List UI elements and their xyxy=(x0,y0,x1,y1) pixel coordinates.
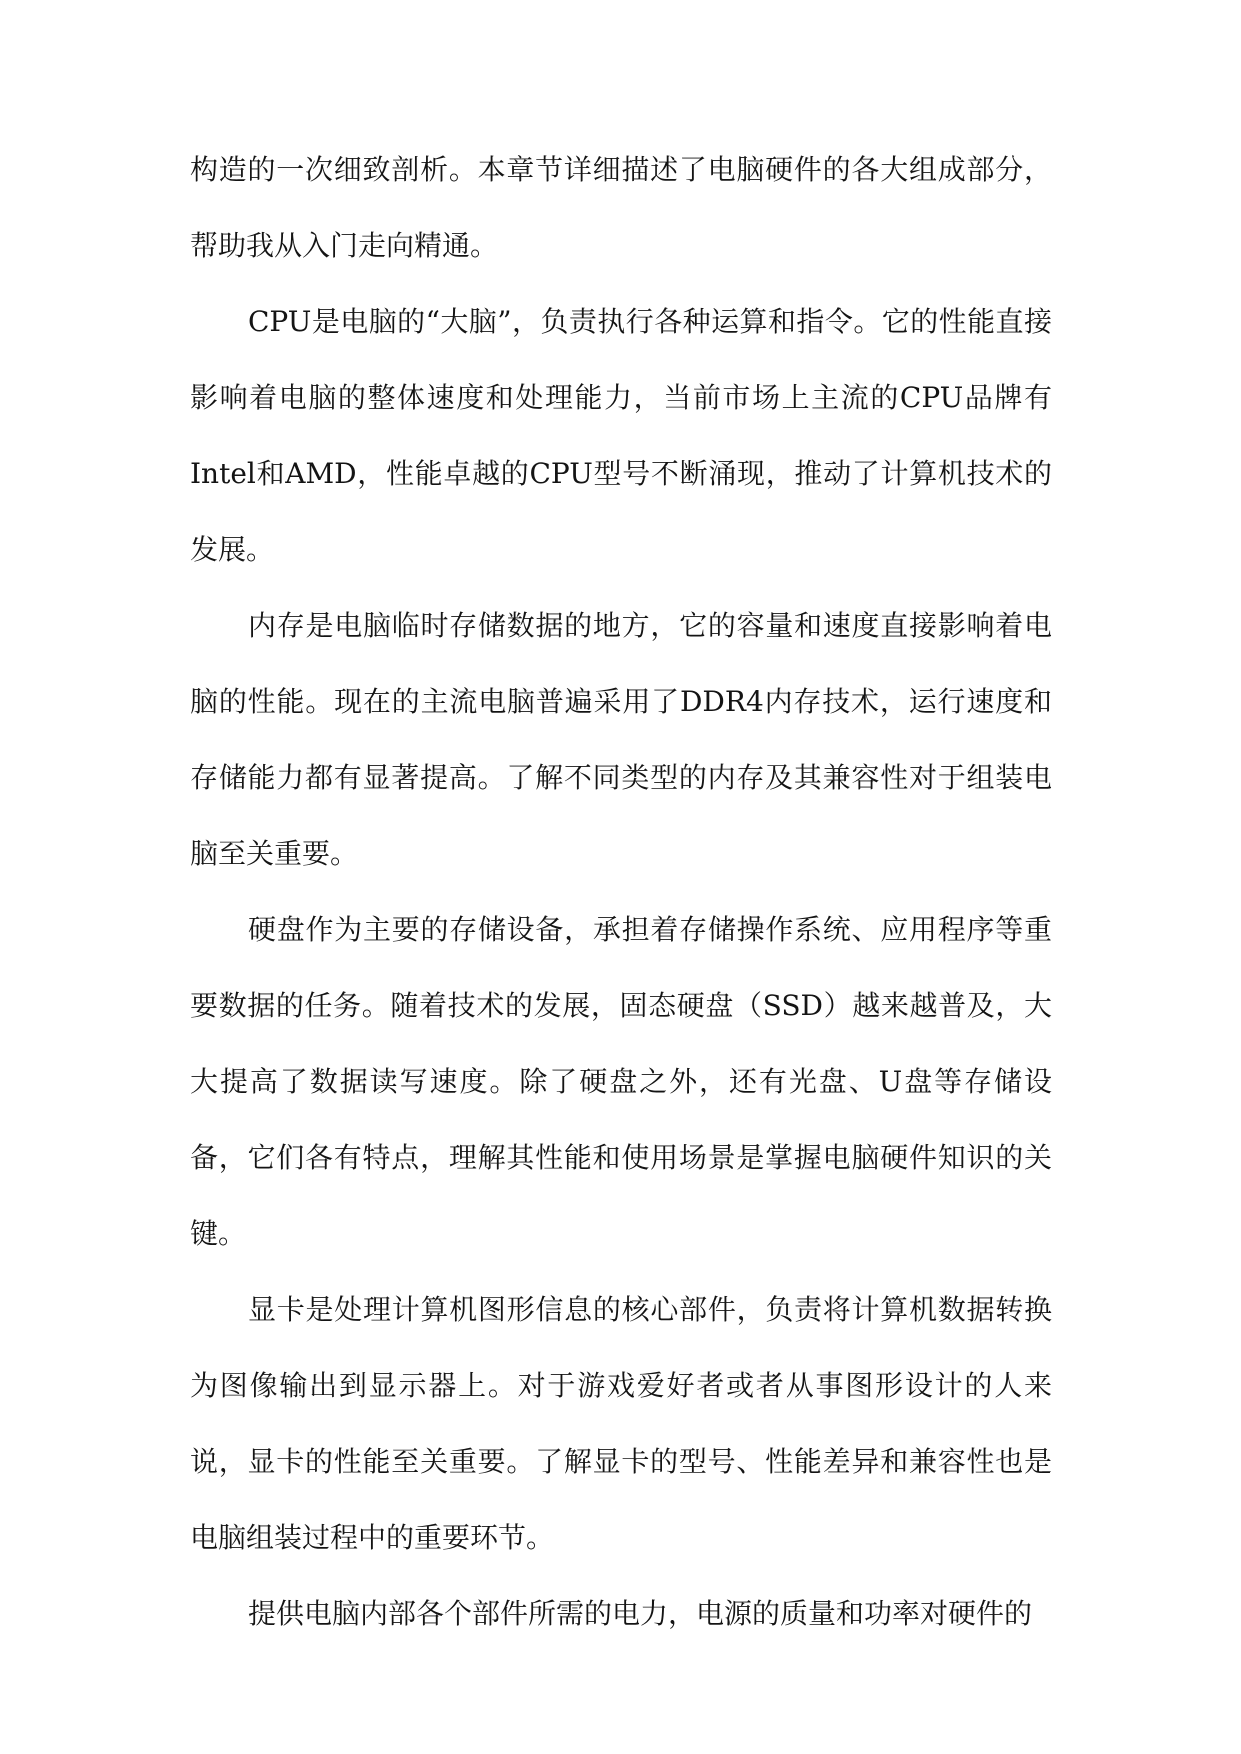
paragraph-power-supply: 提供电脑内部各个部件所需的电力，电源的质量和功率对硬件的 xyxy=(248,1597,1033,1630)
paragraph-storage: 硬盘作为主要的存储设备，承担着存储操作系统、应用程序等重要数据的任务。随着技术的发展，固态硬盘（SSD）越来越普及，大大提高了数据读写速度。除了硬盘之外，还有光盘、U盘等存储设备，它们各有特点，理解其性能和使用场景是掌握电脑硬件知识的关键。 xyxy=(190,913,1052,1250)
paragraph-intro-continued: 构造的一次细致剖析。本章节详细描述了电脑硬件的各大组成部分，帮助我从入门走向精通。 xyxy=(190,153,1052,262)
document-body xyxy=(190,132,1052,1652)
paragraph-cpu: CPU是电脑的“大脑”，负责执行各种运算和指令。它的性能直接影响着电脑的整体速度和处理能力，当前市场上主流的CPU品牌有Intel和AMD，性能卓越的CPU型号不断涌现，推动了计算机技术的发展。 xyxy=(190,305,1052,566)
paragraph-memory: 内存是电脑临时存储数据的地方，它的容量和速度直接影响着电脑的性能。现在的主流电脑普遍采用了DDR4内存技术，运行速度和存储能力都有显著提高。了解不同类型的内存及其兼容性对于组装电脑至关重要。 xyxy=(190,609,1052,870)
paragraph-graphics-card: 显卡是处理计算机图形信息的核心部件，负责将计算机数据转换为图像输出到显示器上。对于游戏爱好者或者从事图形设计的人来说，显卡的性能至关重要。了解显卡的型号、性能差异和兼容性也是电脑组装过程中的重要环节。 xyxy=(190,1293,1052,1554)
